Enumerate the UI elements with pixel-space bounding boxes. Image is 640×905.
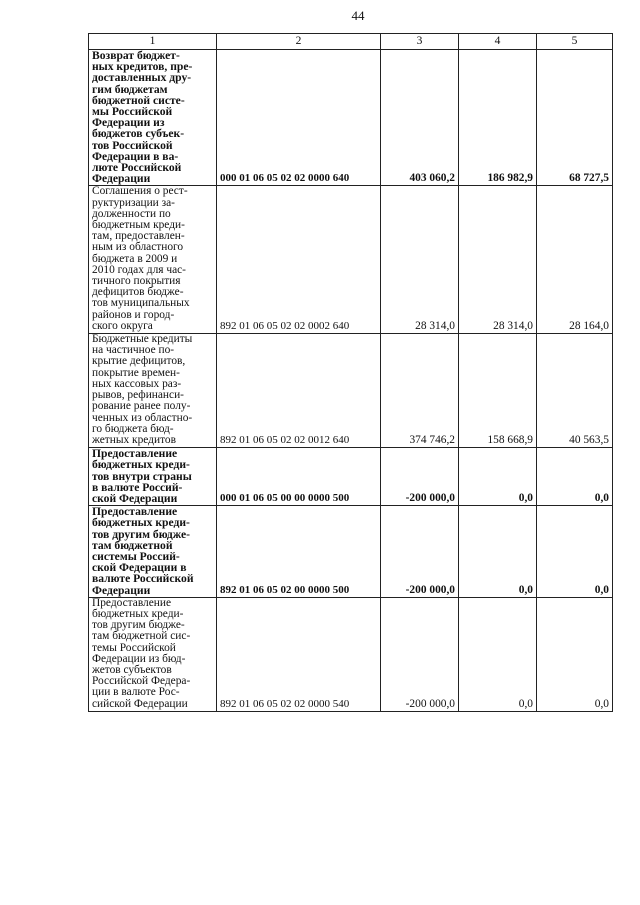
table-row <box>89 506 613 598</box>
column-header-4: 4 <box>459 34 537 50</box>
table-row <box>89 186 613 334</box>
row-value-col3: 403 060,2 <box>381 50 459 186</box>
row-name: Соглашения о рест- руктуризации за- долженности по бюджетным креди- там, предоставлен- ным из областного бюджета в 2009 и 2010 годах для час- тичного покрытия дефицитов бюдже- тов муниципальных районов и город- ского округа <box>89 186 217 334</box>
column-header-2: 2 <box>217 34 381 50</box>
row-value-col5: 28 164,0 <box>537 186 613 334</box>
table-row <box>89 448 613 506</box>
row-value-col3: 374 746,2 <box>381 334 459 448</box>
row-value-col5: 0,0 <box>537 597 613 711</box>
budget-sources-table <box>88 33 613 712</box>
row-code: 892 01 06 05 02 02 0012 640 <box>217 334 381 448</box>
column-header-3: 3 <box>381 34 459 50</box>
row-value-col4: 0,0 <box>459 597 537 711</box>
row-value-col4: 158 668,9 <box>459 334 537 448</box>
table-header-row <box>89 34 613 50</box>
row-value-col5: 0,0 <box>537 506 613 598</box>
row-name: Предоставление бюджетных креди- тов другим бюдже- там бюджетной системы Россий- ской Федерации в валюте Российской Федерации <box>89 506 217 598</box>
row-code: 892 01 06 05 02 00 0000 500 <box>217 506 381 598</box>
column-header-5: 5 <box>537 34 613 50</box>
row-value-col5: 40 563,5 <box>537 334 613 448</box>
row-value-col3: 28 314,0 <box>381 186 459 334</box>
row-name: Бюджетные кредиты на частичное по- крытие дефицитов, покрытие времен- ных кассовых раз- рывов, рефинанси- рование ранее полу- ченных из областно- го бюджета бюд- жетных кредитов <box>89 334 217 448</box>
row-value-col5: 68 727,5 <box>537 50 613 186</box>
row-name: Предоставление бюджетных креди- тов другим бюдже- там бюджетной сис- темы Российской Федерации из бюд- жетов субъектов Российской Федера- ции в валюте Рос- сийской Федерации <box>89 597 217 711</box>
row-value-col4: 0,0 <box>459 448 537 506</box>
row-code: 000 01 06 05 02 02 0000 640 <box>217 50 381 186</box>
row-name: Возврат бюджет- ных кредитов, пре- доставленных дру- гим бюджетам бюджетной систе- мы Российской Федерации из бюджетов субъек- тов Российской Федерации в ва- люте Российской Федерации <box>89 50 217 186</box>
row-code: 892 01 06 05 02 02 0000 540 <box>217 597 381 711</box>
row-value-col4: 186 982,9 <box>459 50 537 186</box>
table-row <box>89 597 613 711</box>
row-value-col3: -200 000,0 <box>381 448 459 506</box>
row-value-col5: 0,0 <box>537 448 613 506</box>
row-value-col4: 0,0 <box>459 506 537 598</box>
table-row <box>89 334 613 448</box>
page-number: 44 <box>351 8 365 23</box>
row-code: 000 01 06 05 00 00 0000 500 <box>217 448 381 506</box>
row-value-col3: -200 000,0 <box>381 597 459 711</box>
row-name: Предоставление бюджетных креди- тов внутри страны в валюте Россий- ской Федерации <box>89 448 217 506</box>
row-value-col3: -200 000,0 <box>381 506 459 598</box>
column-header-1: 1 <box>89 34 217 50</box>
table-row <box>89 50 613 186</box>
row-code: 892 01 06 05 02 02 0002 640 <box>217 186 381 334</box>
row-value-col4: 28 314,0 <box>459 186 537 334</box>
